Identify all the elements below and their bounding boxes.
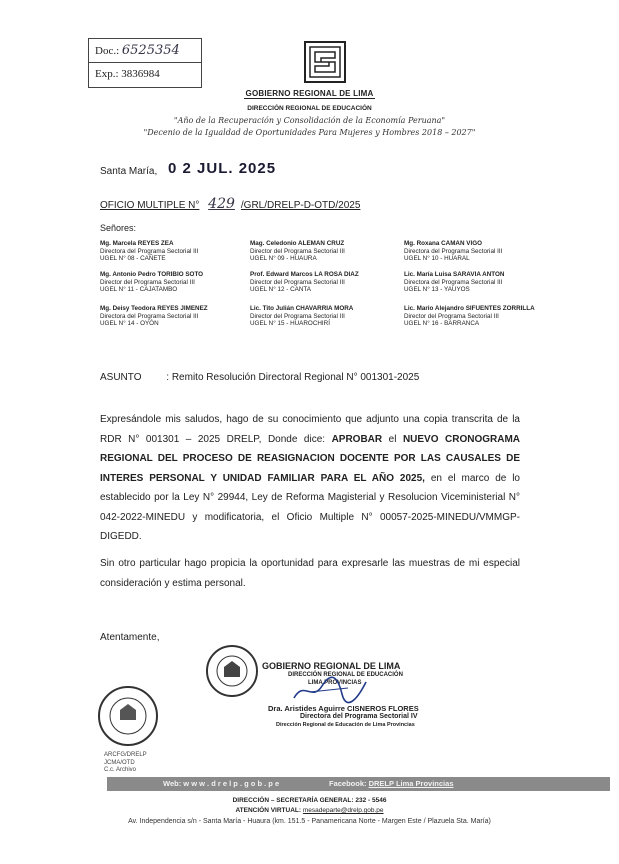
footer-band <box>107 777 610 791</box>
recipient-first-name: Prof. Edward Marcos <box>250 271 315 278</box>
recipient-ugel: UGEL N° 14 - OYÓN <box>100 320 159 328</box>
recipient-surname: CAMAN VIGO <box>441 240 483 247</box>
virtual-label: ATENCIÓN VIRTUAL: <box>235 807 303 814</box>
closing: Atentamente, <box>100 632 160 643</box>
recipient-ugel: UGEL N° 09 - HUAURA <box>250 255 317 263</box>
recipient-ugel: UGEL N° 12 - CANTA <box>250 286 311 294</box>
signatory-office: Dirección Regional de Educación de Lima Provincias <box>276 722 415 728</box>
facebook-link[interactable]: DRELP Lima Provincias <box>368 779 454 788</box>
body-paragraph-2: Sin otro particular hago propicia la oportunidad para expresarle las muestras de mi especial consideración y estima personal. <box>100 558 520 589</box>
circular-seal-right <box>204 643 260 699</box>
recipient-surname: TORIBIO SOTO <box>157 271 204 278</box>
circular-seal-left <box>96 684 160 748</box>
recipient-entry <box>250 305 400 328</box>
oficio-reference <box>100 196 360 212</box>
decade-motto: "Decenio de la Igualdad de Oportunidades Para Mujeres y Hombres 2018 – 2027" <box>143 128 476 137</box>
recipient-ugel: UGEL N° 10 - HUARAL <box>404 255 470 263</box>
recipient-surname: REYES ZEA <box>137 240 174 247</box>
recipient-position: Director del Programa Sectorial III <box>100 278 195 286</box>
body-bold: NUEVO CRONOGRAMA REGIONAL DEL PROCESO DE REASIGNACION DOCENTE POR LAS CAUSALES DE INTERES PERSONAL Y UNIDAD FAMILIAR PARA EL AÑO 2025, <box>100 433 521 484</box>
recipient-first-name: Mg. Roxana <box>404 240 442 247</box>
recipient-entry <box>100 240 250 263</box>
doc-label: Doc.: <box>95 45 120 57</box>
recipient-position: Directora del Programa Sectorial III <box>404 278 503 286</box>
doc-number: 6525354 <box>121 43 180 58</box>
body-text: el <box>382 433 403 445</box>
recipient-first-name: Lic. María Luisa <box>404 271 453 278</box>
direction-title: DIRECCIÓN REGIONAL DE EDUCACIÓN <box>247 105 372 112</box>
oficio-prefix: OFICIO MULTIPLE N° <box>100 200 200 211</box>
regional-government-logo <box>303 40 347 84</box>
recipient-entry <box>404 240 554 263</box>
recipient-surname: SARAVIA ANTON <box>453 271 505 278</box>
recipient-position: Directora del Programa Sectorial III <box>404 247 503 255</box>
initials-block <box>104 752 147 775</box>
handwritten-signature <box>290 676 370 704</box>
oficio-suffix: /GRL/DRELP-D-OTD/2025 <box>240 200 361 211</box>
subject-line <box>100 372 419 383</box>
document-number-box <box>88 38 202 88</box>
recipient-entry <box>250 240 400 263</box>
recipient-position: Director del Programa Sectorial III <box>250 312 345 320</box>
recipient-surname: REYES JIMENEZ <box>157 305 208 312</box>
recipient-entry <box>404 271 554 294</box>
signature-stamp-region: LIMA PROVINCIAS <box>308 680 362 686</box>
signatory-name: Dra. Aristides Aguirre CISNEROS FLORES <box>268 704 419 713</box>
footer-phone: DIRECCIÓN – SECRETARÍA GENERAL: 232 - 5546 <box>232 797 387 804</box>
footer-web[interactable]: Web: w w w . d r e l p . g o b . p e <box>163 779 280 788</box>
body-bold: APROBAR <box>331 433 383 445</box>
recipient-first-name: Mag. Celedonio <box>250 240 299 247</box>
recipient-entry <box>404 305 554 328</box>
facebook-label: Facebook: <box>329 779 369 788</box>
recipient-name <box>100 305 250 313</box>
exp-row: Exp.: 3836984 <box>89 62 201 86</box>
recipient-ugel: UGEL N° 08 - CAÑETE <box>100 255 166 263</box>
recipient-entry <box>100 305 250 328</box>
footer-facebook[interactable] <box>329 779 454 788</box>
doc-row <box>89 39 201 62</box>
institution-name: GOBIERNO REGIONAL DE LIMA <box>245 89 374 98</box>
recipient-ugel: UGEL N° 11 - CAJATAMBO <box>100 286 178 294</box>
subject-text: : Remito Resolución Directoral Regional N° 001301-2025 <box>166 372 420 383</box>
institution-title <box>0 89 619 98</box>
recipient-name <box>404 271 554 279</box>
recipient-name <box>250 271 400 279</box>
recipient-position: Directora del Programa Sectorial III <box>100 247 199 255</box>
virtual-email-link[interactable]: mesadeparte@drelp.gob.pe <box>302 807 384 814</box>
recipient-first-name: Mg. Antonio Pedro <box>100 271 158 278</box>
salutation: Señores: <box>100 223 137 233</box>
recipient-ugel: UGEL N° 13 - YAUYOS <box>404 286 470 294</box>
recipient-surname: ALEMAN CRUZ <box>298 240 345 247</box>
recipient-name <box>100 240 250 248</box>
recipient-name <box>404 305 554 313</box>
signature-stamp-direction: DIRECCIÓN REGIONAL DE EDUCACIÓN <box>288 672 403 678</box>
recipient-surname: SIFUENTES ZORRILLA <box>465 305 535 312</box>
recipient-name <box>404 240 554 248</box>
recipient-surname: CHAVARRIA MORA <box>295 305 354 312</box>
recipient-first-name: Mg. Marcela <box>100 240 138 247</box>
recipient-first-name: Mg. Deisy Teodora <box>100 305 158 312</box>
recipient-name <box>250 240 400 248</box>
signature-stamp-title: GOBIERNO REGIONAL DE LIMA <box>262 661 401 671</box>
year-motto: "Año de la Recuperación y Consolidación de la Economía Peruana" <box>173 116 446 125</box>
recipient-name <box>100 271 250 279</box>
footer-address: Av. Independencia s/n - Santa María - Huaura (km. 151.5 - Panamericana Norte - Margen Este / Plazuela Sta. María) <box>128 818 491 825</box>
place-label: Santa María, <box>100 166 158 177</box>
initials-line: ARCFG/DRELP <box>104 752 147 758</box>
initials-line: C.c. Archivo <box>104 767 137 773</box>
recipient-name <box>250 305 400 313</box>
initials-line: JCMA/OTD <box>104 759 135 766</box>
subject-label: ASUNTO <box>100 372 142 383</box>
signatory-title: Directora del Programa Sectorial IV <box>300 713 418 720</box>
footer-virtual <box>0 807 619 814</box>
recipient-ugel: UGEL N° 16 - BARRANCA <box>404 320 480 328</box>
recipient-entry <box>250 271 400 294</box>
oficio-number: 429 <box>208 196 235 212</box>
recipient-position: Director del Programa Sectorial III <box>250 247 345 255</box>
recipient-position: Directora del Programa Sectorial III <box>100 312 199 320</box>
recipient-first-name: Lic. Tito Julián <box>250 305 296 312</box>
body-text: en el marco de lo establecido por la Ley N° 29944, Ley de Reforma Magisterial y Resolucion Viceministerial N° 042-2022-MINEDU y modificatoria, el Oficio Multiple N° 00057-2025-MINEDU/VMMGP-DIGEDD. <box>100 472 520 542</box>
recipient-surname: LA ROSA DIAZ <box>314 271 359 278</box>
recipient-ugel: UGEL N° 15 - HUAROCHIRÍ <box>250 320 330 328</box>
date-stamp: 0 2 JUL. 2025 <box>168 160 277 177</box>
body-paragraph-1 <box>100 410 520 547</box>
recipient-first-name: Lic. Mario Alejandro <box>404 305 466 312</box>
recipient-position: Director del Programa Sectorial III <box>250 278 345 286</box>
recipient-entry <box>100 271 250 294</box>
body-text: Expresándole mis saludos, hago de su conocimiento que adjunto una copia transcrita de la RDR N° 001301 – 2025 DRELP, Donde dice: <box>100 414 520 445</box>
recipient-position: Director del Programa Sectorial III <box>404 312 499 320</box>
